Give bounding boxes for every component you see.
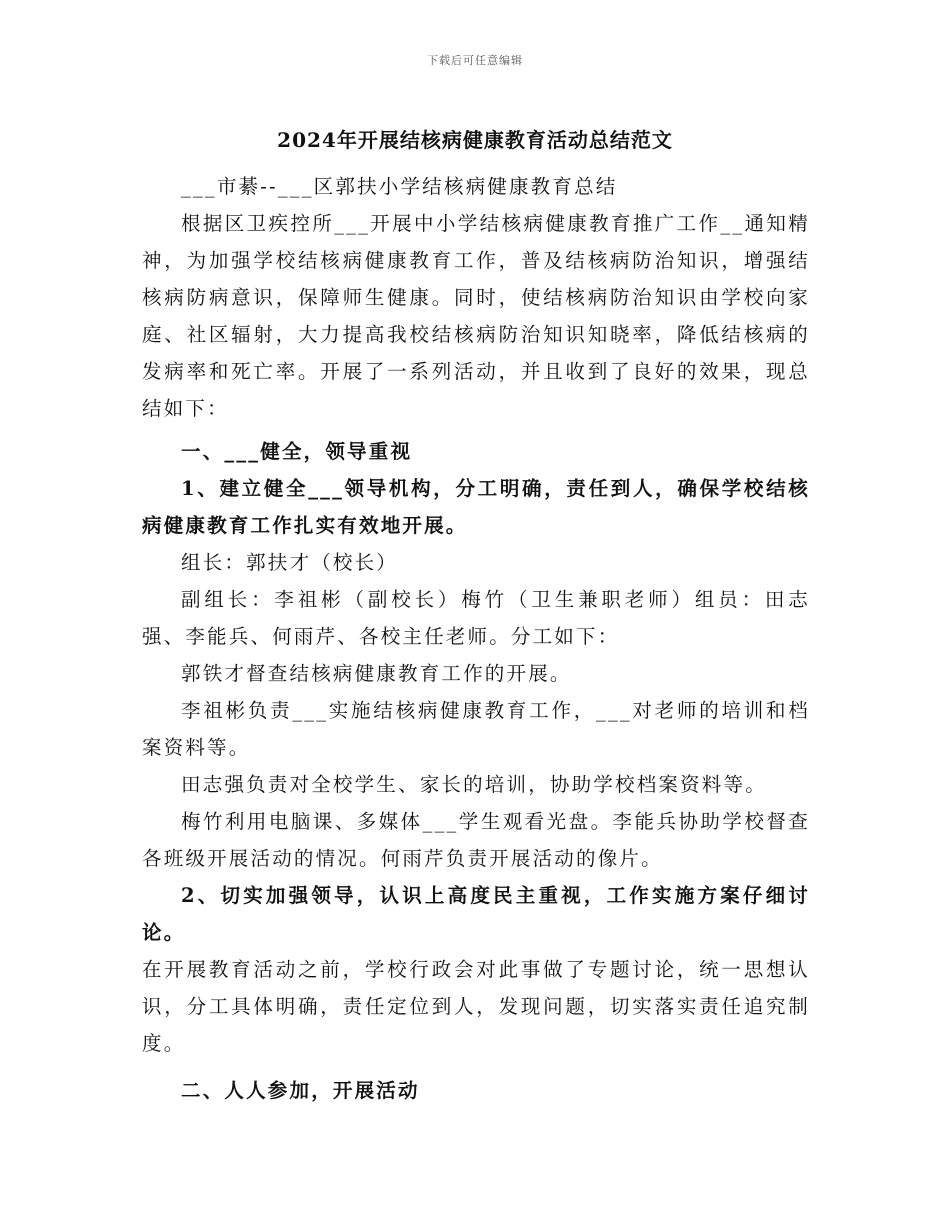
section-heading-2: 二、人人参加，开展活动 bbox=[181, 1079, 420, 1102]
paragraph-duty-2: 李祖彬负责___实施结核病健康教育工作，___对老师的培训和档案资料等。 bbox=[142, 699, 810, 759]
paragraph-team-leader: 组长：郭扶才（校长） bbox=[181, 551, 399, 574]
paragraph-duty-3: 田志强负责对全校学生、家长的培训，协助学校档案资料等。 bbox=[181, 773, 767, 796]
section-heading-1: 一、___健全，领导重视 bbox=[181, 440, 413, 463]
paragraph-subtitle: ___市綦--___区郭扶小学结核病健康教育总结 bbox=[181, 175, 618, 198]
header-note: 下载后可任意编辑 bbox=[427, 54, 523, 67]
subsection-heading-1: 1、建立健全___领导机构，分工明确，责任到人，确保学校结核病健康教育工作扎实有效地开展。 bbox=[142, 477, 810, 537]
document-body bbox=[142, 168, 810, 1109]
paragraph-team-members: 副组长：李祖彬（副校长）梅竹（卫生兼职老师）组员：田志强、李能兵、何雨芹、各校主任老师。分工如下： bbox=[142, 588, 810, 648]
subsection-heading-2: 2、切实加强领导，认识上高度民主重视，工作实施方案仔细讨论。 bbox=[142, 884, 810, 944]
paragraph-intro: 根据区卫疾控所___开展中小学结核病健康教育推广工作__通知精神，为加强学校结核病健康教育工作，普及结核病防治知识，增强结核病防病意识，保障师生健康。同时，使结核病防治知识由学校向家庭、社区辐射，大力提高我校结核病防治知识知晓率，降低结核病的发病率和死亡率。开展了一系列活动，并且收到了良好的效果，现总结如下： bbox=[142, 212, 810, 420]
paragraph-discussion: 在开展教育活动之前，学校行政会对此事做了专题讨论，统一思想认识，分工具体明确，责任定位到人，发现问题，切实落实责任追究制度。 bbox=[142, 958, 810, 1055]
paragraph-duty-1: 郭铁才督查结核病健康教育工作的开展。 bbox=[181, 662, 572, 685]
paragraph-duty-4: 梅竹利用电脑课、多媒体___学生观看光盘。李能兵协助学校督查各班级开展活动的情况。何雨芹负责开展活动的像片。 bbox=[142, 810, 810, 870]
document-title: 2024年开展结核病健康教育活动总结范文 bbox=[277, 128, 673, 152]
